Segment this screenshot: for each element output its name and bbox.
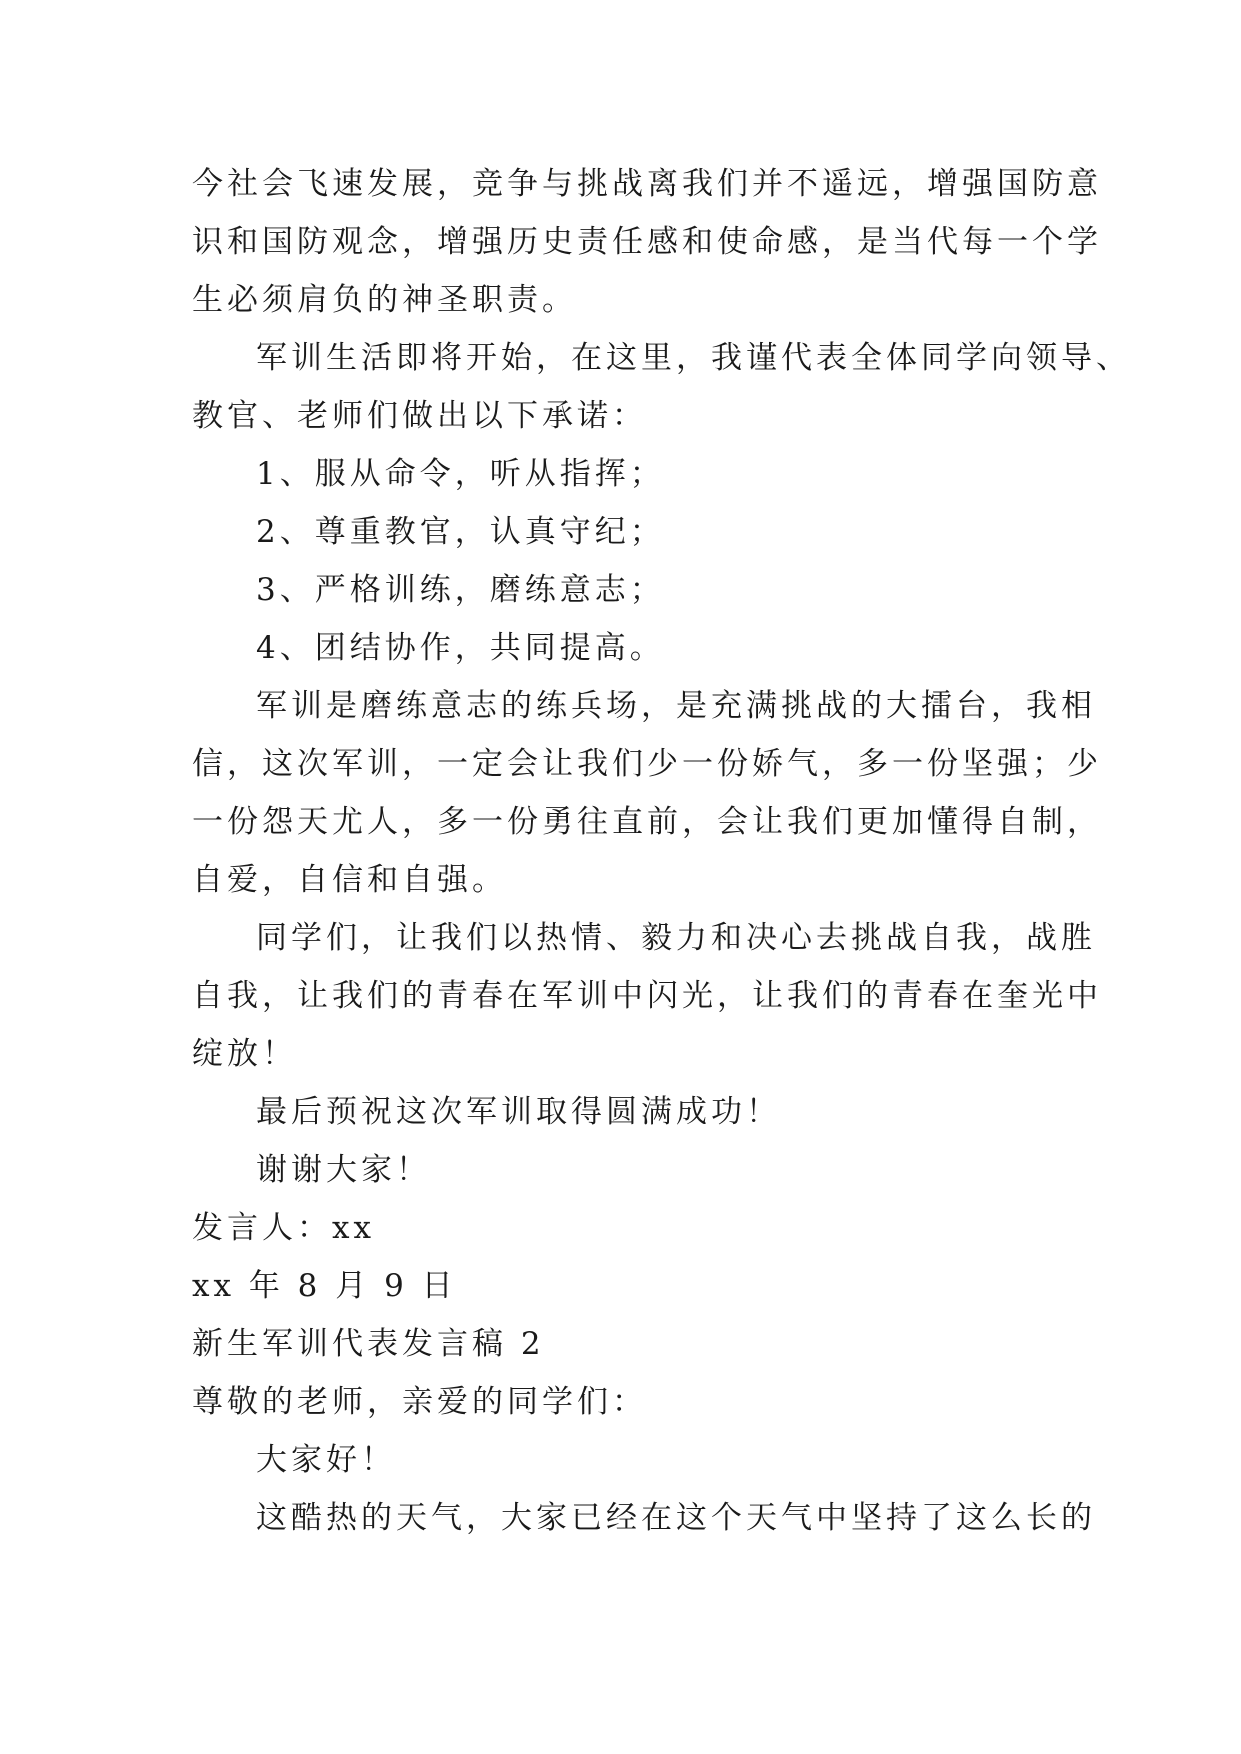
section-title: 新生军训代表发言稿 2 xyxy=(192,1326,545,1362)
pledge-item-4: 4、团结协作，共同提高。 xyxy=(256,630,665,666)
text-line: 谢谢大家！ xyxy=(256,1152,431,1188)
document-body xyxy=(192,155,1131,1547)
text-line: 军训生活即将开始，在这里，我谨代表全体同学向领导、 xyxy=(256,340,1131,376)
text-line: 教官、老师们做出以下承诺： xyxy=(192,398,647,434)
text-line: 最后预祝这次军训取得圆满成功！ xyxy=(256,1094,781,1130)
text-line: 绽放！ xyxy=(192,1036,297,1072)
text-line: 今社会飞速发展，竞争与挑战离我们并不遥远，增强国防意 xyxy=(192,166,1102,202)
text-line: 同学们，让我们以热情、毅力和决心去挑战自我，战胜 xyxy=(256,920,1096,956)
pledge-item-1: 1、服从命令，听从指挥； xyxy=(256,456,665,492)
text-line: 生必须肩负的神圣职责。 xyxy=(192,282,577,318)
text-line: 这酷热的天气，大家已经在这个天气中坚持了这么长的 xyxy=(256,1500,1096,1536)
text-line: 自爱，自信和自强。 xyxy=(192,862,507,898)
speaker-line: 发言人：xx xyxy=(192,1210,375,1246)
date-line: xx 年 8 月 9 日 xyxy=(192,1268,457,1304)
pledge-item-2: 2、尊重教官，认真守纪； xyxy=(256,514,665,550)
text-line: 军训是磨练意志的练兵场，是充满挑战的大擂台，我相 xyxy=(256,688,1096,724)
text-line: 信，这次军训，一定会让我们少一份娇气，多一份坚强；少 xyxy=(192,746,1102,782)
pledge-item-3: 3、严格训练，磨练意志； xyxy=(256,572,665,608)
greeting: 大家好！ xyxy=(256,1442,396,1478)
text-line: 自我，让我们的青春在军训中闪光，让我们的青春在奎光中 xyxy=(192,978,1102,1014)
text-line: 识和国防观念，增强历史责任感和使命感，是当代每一个学 xyxy=(192,224,1102,260)
salutation: 尊敬的老师，亲爱的同学们： xyxy=(192,1384,647,1420)
text-line: 一份怨天尤人，多一份勇往直前，会让我们更加懂得自制， xyxy=(192,804,1102,840)
